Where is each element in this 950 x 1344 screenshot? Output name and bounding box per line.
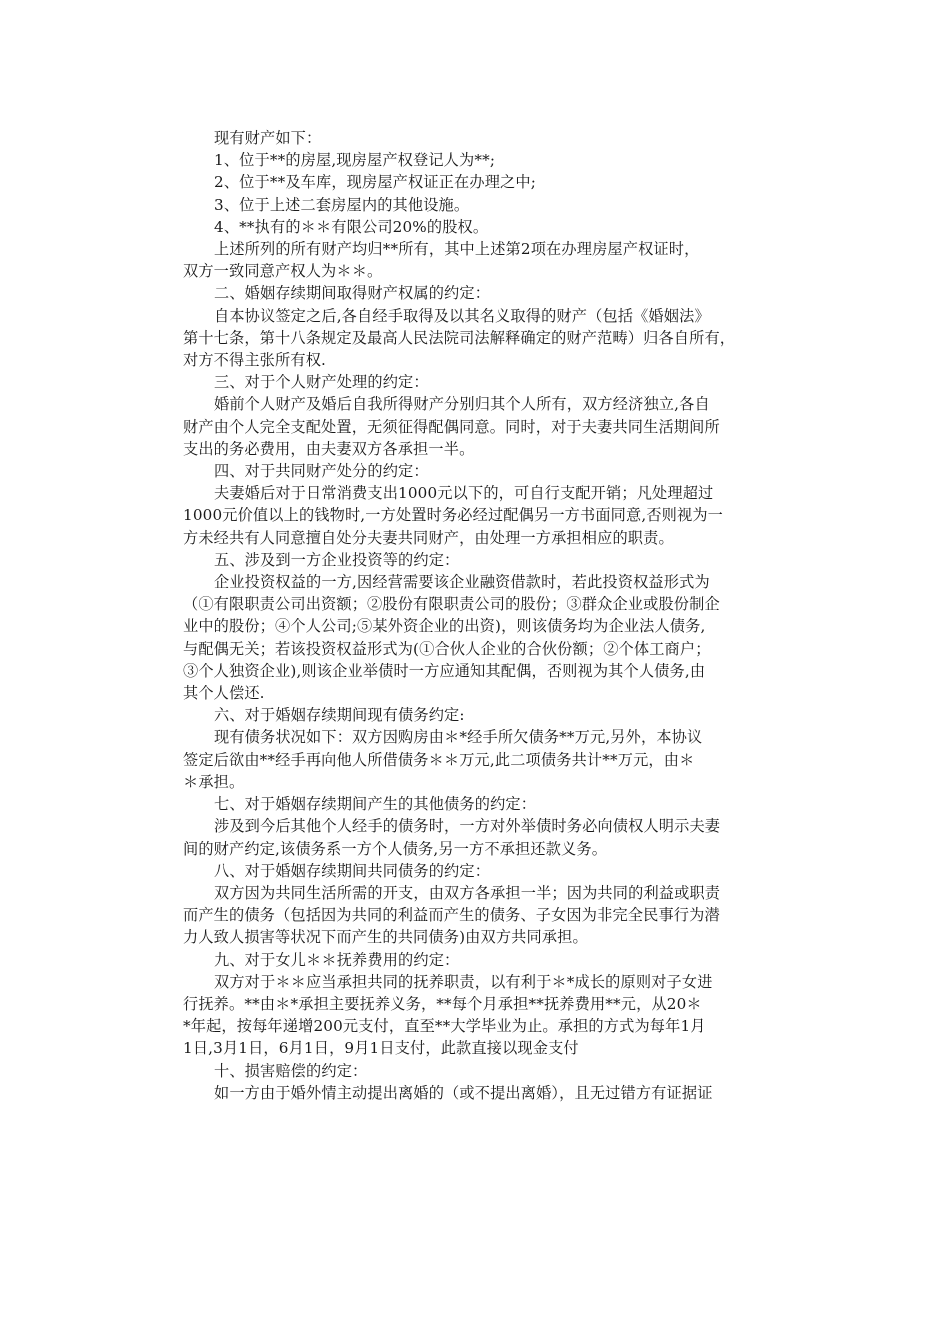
document-line: ＊承担。 [183,772,245,791]
document-line: 对方不得主张所有权. [183,351,327,370]
document-line: 其个人偿还. [183,684,265,703]
document-line: 1、位于**的房屋,现房屋产权登记人为**; [214,151,496,170]
document-line: 支出的务必费用，由夫妻双方各承担一半。 [183,439,475,458]
document-line: 自本协议签定之后,各自经手取得及以其名义取得的财产（包括《婚姻法》 [214,306,710,325]
document-line: 现有财产如下： [214,129,322,147]
document-line: 业中的股份；④个人公司;⑤某外资企业的出资)，则该债务均为企业法人债务, [183,617,706,636]
document-line: 第十七条，第十八条规定及最高人民法院司法解释确定的财产范畴）归各自所有， [183,328,736,347]
document-line: 八、对于婚姻存续期间共同债务的约定： [214,861,491,880]
document-line: 夫妻婚后对于日常消费支出1000元以下的，可自行支配开销；凡处理超过 [214,484,714,503]
document-line: 1日,3月1日，6月1日，9月1日支付，此款直接以现金支付 [183,1039,579,1058]
document-line: 三、对于个人财产处理的约定： [214,373,429,392]
document-line: 九、对于女儿＊＊抚养费用的约定： [214,950,460,969]
document-line: 与配偶无关；若该投资权益形式为(①合伙人企业的合伙份额；②个体工商户； [183,639,711,658]
document-line: 双方对于＊＊应当承担共同的抚养职责，以有利于＊*成长的原则对子女进 [214,972,713,991]
document-line: 3、位于上述二套房屋内的其他设施。 [214,195,470,214]
document-line: （①有限职责公司出资额；②股份有限职责公司的股份；③群众企业或股份制企 [183,595,720,614]
document-line: 财产由个人完全支配处置，无须征得配偶同意。同时，对于夫妻共同生活期间所 [183,417,720,436]
document-line: 如一方由于婚外情主动提出离婚的（或不提出离婚），且无过错方有证据证 [214,1083,713,1102]
document-line: 而产生的债务（包括因为共同的利益而产生的债务、子女因为非完全民事行为潜 [183,906,720,925]
document-line: 上述所列的所有财产均归**所有，其中上述第2项在办理房屋产权证时， [214,240,700,259]
document-line: *年起，按每年递增200元支付，直至**大学毕业为止。承担的方式为每年1月 [183,1017,706,1036]
document-line: 双方因为共同生活所需的开支，由双方各承担一半；因为共同的利益或职责 [214,883,721,902]
document-body [183,127,783,1104]
document-line: 签定后欲由**经手再向他人所借债务＊＊万元,此二项债务共计**万元，由＊ [183,750,695,769]
document-line: 4、**执有的＊＊有限公司20%的股权。 [214,217,489,236]
document-line: 行抚养。**由＊*承担主要抚养义务，**每个月承担**抚养费用**元，从20＊ [183,994,702,1013]
document-line: 力人致人损害等状况下而产生的共同债务)由双方共同承担。 [183,928,588,947]
document-line: 六、对于婚姻存续期间现有债务约定: [214,706,465,725]
document-line: 十、损害赔偿的约定： [214,1061,368,1080]
document-line: 涉及到今后其他个人经手的债务时，一方对外举债时务必向债权人明示夫妻 [214,817,721,836]
document-line: 双方一致同意产权人为＊＊。 [183,262,383,281]
document-line: 二、婚姻存续期间取得财产权属的约定： [214,284,491,303]
document-line: 企业投资权益的一方,因经营需要该企业融资借款时，若此投资权益形式为 [214,573,710,592]
document-line: 1000元价值以上的钱物时,一方处置时务必经过配偶另一方书面同意,否则视为一 [183,506,724,525]
document-line: 方未经共有人同意擅自处分夫妻共同财产，由处理一方承担相应的职责。 [183,528,674,547]
document-line: 七、对于婚姻存续期间产生的其他债务的约定： [214,795,537,814]
document-line: 间的财产约定,该债务系一方个人债务,另一方不承担还款义务。 [183,839,608,858]
document-line: 2、位于**及车库，现房屋产权证正在办理之中; [214,173,536,192]
document-line: 四、对于共同财产处分的约定： [214,462,429,481]
document-line: 五、涉及到一方企业投资等的约定： [214,550,460,569]
document-line: 婚前个人财产及婚后自我所得财产分别归其个人所有，双方经济独立,各自 [214,395,710,414]
document-line: ③个人独资企业),则该企业举债时一方应通知其配偶，否则视为其个人债务,由 [183,661,706,680]
document-line: 现有债务状况如下：双方因购房由＊*经手所欠债务**万元,另外，本协议 [214,728,703,747]
